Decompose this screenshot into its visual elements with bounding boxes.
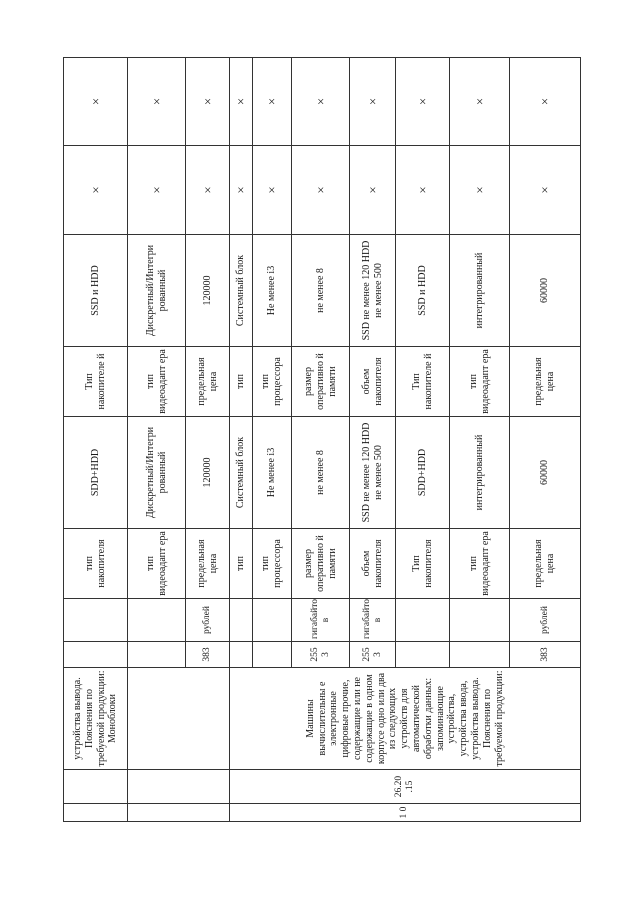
characteristic-name-cell: тип видеоадапт ера (128, 529, 186, 599)
cross-mark-cell: × (252, 58, 291, 146)
table-row (128, 58, 186, 822)
okpd-code-cell: 26.20 .15 (230, 770, 581, 804)
characteristic-name-cell: тип (230, 529, 253, 599)
characteristic-name-cell: предельная цена (510, 347, 581, 417)
cross-mark-cell: × (230, 146, 253, 235)
okei-code-cell (252, 642, 291, 668)
okei-code-cell (450, 642, 510, 668)
cross-mark-cell: × (128, 58, 186, 146)
characteristic-name-cell: предельная цена (186, 347, 230, 417)
cross-mark-cell: × (510, 146, 581, 235)
cross-mark-cell: × (186, 58, 230, 146)
characteristic-name-cell: тип видеоадапт ера (128, 347, 186, 417)
product-name-cell: Машины вычислительны е электронные цифровые прочие, содержащие или не содержащие в одном корпусе одно или два из следующих устройств для автоматической обработки данных: запоминающие устройства, устройства ввода, устройства вывода. Пояснения по требуемой продукции: (230, 668, 581, 770)
unit-cell: гигабайто в (292, 599, 350, 642)
okei-code-cell (230, 642, 253, 668)
characteristic-name-cell: Тип накопителе й (396, 347, 450, 417)
cross-mark-cell: × (252, 146, 291, 235)
characteristic-name-cell: тип видеоадапт ера (450, 347, 510, 417)
table-row (230, 58, 253, 822)
characteristic-value-cell: SSD не менее 120 HDD не менее 500 (350, 417, 396, 529)
characteristic-name-cell: Тип накопителя (396, 529, 450, 599)
characteristic-name-cell: тип видеоадапт ера (450, 529, 510, 599)
row-number-cell (128, 804, 230, 822)
characteristic-value-cell: интегрированный (450, 417, 510, 529)
characteristic-value-cell: Дискретный/Интегри рованный (128, 235, 186, 347)
characteristic-value-cell: Системный блок (230, 417, 253, 529)
okei-code-cell (128, 642, 186, 668)
characteristic-value-cell: SSD и HDD (396, 235, 450, 347)
unit-cell (64, 599, 128, 642)
okei-code-cell (396, 642, 450, 668)
okei-code-cell: 255 3 (292, 642, 350, 668)
characteristic-value-cell: Системный блок (230, 235, 253, 347)
characteristic-value-cell: 120000 (186, 235, 230, 347)
okei-code-cell: 255 3 (350, 642, 396, 668)
cross-mark-cell: × (450, 58, 510, 146)
unit-cell: рублей (186, 599, 230, 642)
characteristic-value-cell: Дискретный/Интегри рованный (128, 417, 186, 529)
unit-cell (252, 599, 291, 642)
characteristic-value-cell: Не менее i3 (252, 235, 291, 347)
characteristic-name-cell: тип процессора (252, 529, 291, 599)
characteristic-name-cell: предельная цена (186, 529, 230, 599)
characteristic-value-cell: 60000 (510, 417, 581, 529)
characteristic-value-cell: не менее 8 (292, 235, 350, 347)
characteristic-name-cell: тип процессора (252, 347, 291, 417)
characteristic-value-cell: SSD не менее 120 HDD не менее 500 (350, 235, 396, 347)
characteristic-name-cell: Тип накопителе й (64, 347, 128, 417)
cross-mark-cell: × (292, 58, 350, 146)
okpd-code-cell (128, 770, 230, 804)
cross-mark-cell: × (64, 146, 128, 235)
characteristic-value-cell: 120000 (186, 417, 230, 529)
product-name-cell (128, 668, 230, 770)
characteristic-name-cell: объем накопителя (350, 529, 396, 599)
unit-cell (450, 599, 510, 642)
characteristic-name-cell: тип накопителя (64, 529, 128, 599)
unit-cell (230, 599, 253, 642)
cross-mark-cell: × (510, 58, 581, 146)
cross-mark-cell: × (128, 146, 186, 235)
characteristic-value-cell: SSD и HDD (64, 235, 128, 347)
okei-code-cell: 383 (510, 642, 581, 668)
product-name-cell: устройства вывода. Пояснения по требуемой продукции: Моноблоки (64, 668, 128, 770)
characteristic-value-cell: интегрированный (450, 235, 510, 347)
cross-mark-cell: × (292, 146, 350, 235)
characteristics-table (63, 57, 581, 822)
characteristic-name-cell: тип (230, 347, 253, 417)
cross-mark-cell: × (350, 146, 396, 235)
unit-cell (396, 599, 450, 642)
cross-mark-cell: × (450, 146, 510, 235)
characteristic-value-cell: SDD+HDD (396, 417, 450, 529)
unit-cell: рублей (510, 599, 581, 642)
row-number-cell (64, 804, 128, 822)
cross-mark-cell: × (230, 58, 253, 146)
unit-cell (128, 599, 186, 642)
row-number-cell: 1 0 (230, 804, 581, 822)
cross-mark-cell: × (396, 58, 450, 146)
cross-mark-cell: × (350, 58, 396, 146)
characteristic-name-cell: размер оперативно й памяти (292, 347, 350, 417)
characteristic-value-cell: 60000 (510, 235, 581, 347)
cross-mark-cell: × (396, 146, 450, 235)
rotated-table-wrapper (63, 58, 581, 822)
characteristic-value-cell: не менее 8 (292, 417, 350, 529)
unit-cell: гигабайто в (350, 599, 396, 642)
characteristic-name-cell: объем накопителя (350, 347, 396, 417)
okei-code-cell: 383 (186, 642, 230, 668)
characteristic-name-cell: размер оперативно й памяти (292, 529, 350, 599)
characteristic-value-cell: SDD+HDD (64, 417, 128, 529)
cross-mark-cell: × (64, 58, 128, 146)
characteristic-value-cell: Не менее i3 (252, 417, 291, 529)
table-row (64, 58, 128, 822)
cross-mark-cell: × (186, 146, 230, 235)
characteristic-name-cell: предельная цена (510, 529, 581, 599)
okei-code-cell (64, 642, 128, 668)
okpd-code-cell (64, 770, 128, 804)
